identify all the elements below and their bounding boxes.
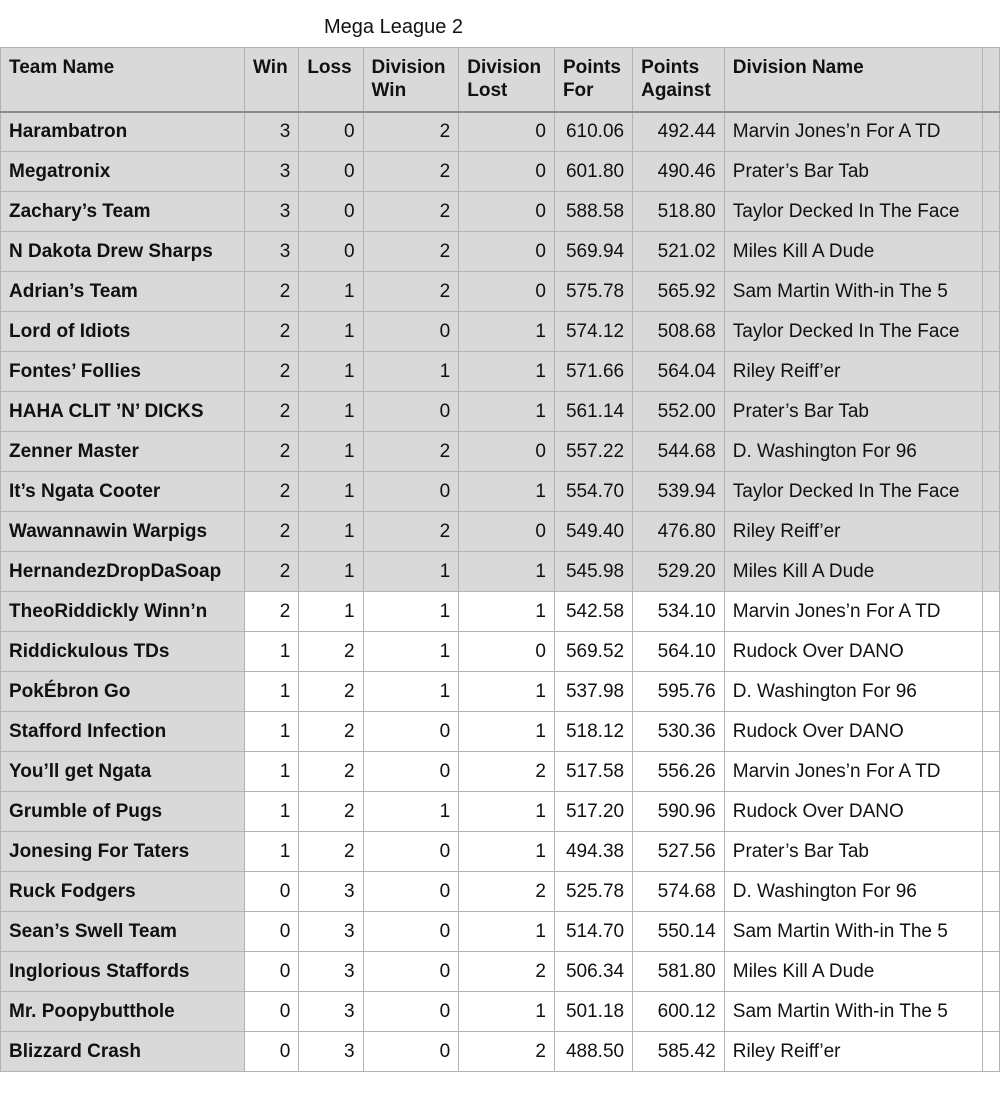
division-win-cell[interactable]: 2: [363, 152, 459, 192]
division-name-cell[interactable]: Marvin Jones’n For A TD: [724, 752, 982, 792]
overflow-cell: [982, 792, 999, 832]
division-name-cell[interactable]: Riley Reiff’er: [724, 1032, 982, 1072]
division-lost-cell[interactable]: 0: [459, 632, 555, 672]
team-name-cell[interactable]: PokÉbron Go: [1, 672, 245, 712]
points-against-cell[interactable]: 534.10: [633, 592, 725, 632]
points-for-cell[interactable]: 588.58: [554, 192, 632, 232]
division-lost-cell[interactable]: 0: [459, 192, 555, 232]
division-win-cell[interactable]: 2: [363, 192, 459, 232]
table-row: [1, 632, 1000, 672]
points-against-cell[interactable]: 550.14: [633, 912, 725, 952]
points-for-cell[interactable]: 574.12: [554, 312, 632, 352]
team-name-cell[interactable]: Harambatron: [1, 112, 245, 152]
table-row: [1, 112, 1000, 152]
division-lost-cell[interactable]: 1: [459, 832, 555, 872]
overflow-cell: [982, 512, 999, 552]
column-header-points-against[interactable]: Points Against: [633, 48, 725, 112]
division-name-cell[interactable]: D. Washington For 96: [724, 672, 982, 712]
division-name-cell[interactable]: Riley Reiff’er: [724, 352, 982, 392]
division-win-cell[interactable]: 1: [363, 552, 459, 592]
table-row: [1, 552, 1000, 592]
team-name-cell[interactable]: HAHA CLIT ’N’ DICKS: [1, 392, 245, 432]
win-cell[interactable]: 1: [245, 752, 299, 792]
win-cell[interactable]: 3: [245, 232, 299, 272]
division-win-cell[interactable]: 1: [363, 632, 459, 672]
win-cell[interactable]: 0: [245, 992, 299, 1032]
division-lost-cell[interactable]: 2: [459, 1032, 555, 1072]
points-for-cell[interactable]: 494.38: [554, 832, 632, 872]
loss-cell[interactable]: 0: [299, 192, 363, 232]
division-win-cell[interactable]: 0: [363, 912, 459, 952]
division-lost-cell[interactable]: 0: [459, 232, 555, 272]
table-row: [1, 472, 1000, 512]
division-win-cell[interactable]: 0: [363, 472, 459, 512]
division-win-cell[interactable]: 1: [363, 672, 459, 712]
points-for-cell[interactable]: 569.52: [554, 632, 632, 672]
points-for-cell[interactable]: 549.40: [554, 512, 632, 552]
team-name-cell[interactable]: HernandezDropDaSoap: [1, 552, 245, 592]
division-name-cell[interactable]: Rudock Over DANO: [724, 632, 982, 672]
team-name-cell[interactable]: TheoRiddickly Winn’n: [1, 592, 245, 632]
division-name-cell[interactable]: Miles Kill A Dude: [724, 232, 982, 272]
team-name-cell[interactable]: Lord of Idiots: [1, 312, 245, 352]
standings-table: [0, 47, 1000, 1072]
points-against-cell[interactable]: 585.42: [633, 1032, 725, 1072]
overflow-cell: [982, 392, 999, 432]
table-row: [1, 352, 1000, 392]
table-row: [1, 832, 1000, 872]
team-name-cell[interactable]: Sean’s Swell Team: [1, 912, 245, 952]
loss-cell[interactable]: 0: [299, 112, 363, 152]
points-for-cell[interactable]: 571.66: [554, 352, 632, 392]
overflow-cell: [982, 432, 999, 472]
table-row: [1, 392, 1000, 432]
table-row: [1, 152, 1000, 192]
division-lost-cell[interactable]: 1: [459, 352, 555, 392]
division-win-cell[interactable]: 0: [363, 1032, 459, 1072]
division-name-cell[interactable]: Sam Martin With-in The 5: [724, 912, 982, 952]
points-for-cell[interactable]: 569.94: [554, 232, 632, 272]
points-against-cell[interactable]: 476.80: [633, 512, 725, 552]
overflow-cell: [982, 152, 999, 192]
loss-cell[interactable]: 1: [299, 472, 363, 512]
points-against-cell[interactable]: 564.04: [633, 352, 725, 392]
points-for-cell[interactable]: 514.70: [554, 912, 632, 952]
overflow-cell: [982, 872, 999, 912]
division-lost-cell[interactable]: 2: [459, 952, 555, 992]
division-lost-cell[interactable]: 0: [459, 272, 555, 312]
header-row: [1, 48, 1000, 112]
loss-cell[interactable]: 2: [299, 792, 363, 832]
division-win-cell[interactable]: 0: [363, 832, 459, 872]
win-cell[interactable]: 0: [245, 952, 299, 992]
team-name-cell[interactable]: Jonesing For Taters: [1, 832, 245, 872]
win-cell[interactable]: 2: [245, 312, 299, 352]
table-row: [1, 792, 1000, 832]
division-name-cell[interactable]: Taylor Decked In The Face: [724, 312, 982, 352]
win-cell[interactable]: 2: [245, 272, 299, 312]
points-against-cell[interactable]: 564.10: [633, 632, 725, 672]
team-name-cell[interactable]: Zachary’s Team: [1, 192, 245, 232]
overflow-cell: [982, 632, 999, 672]
points-for-cell[interactable]: 561.14: [554, 392, 632, 432]
points-against-cell[interactable]: 595.76: [633, 672, 725, 712]
team-name-cell[interactable]: Wawannawin Warpigs: [1, 512, 245, 552]
team-name-cell[interactable]: You’ll get Ngata: [1, 752, 245, 792]
loss-cell[interactable]: 3: [299, 912, 363, 952]
division-lost-cell[interactable]: 1: [459, 392, 555, 432]
overflow-cell: [982, 272, 999, 312]
division-lost-cell[interactable]: 1: [459, 912, 555, 952]
loss-cell[interactable]: 3: [299, 992, 363, 1032]
loss-cell[interactable]: 1: [299, 592, 363, 632]
division-win-cell[interactable]: 0: [363, 712, 459, 752]
division-name-cell[interactable]: D. Washington For 96: [724, 872, 982, 912]
win-cell[interactable]: 3: [245, 112, 299, 152]
overflow-cell: [982, 712, 999, 752]
points-for-cell[interactable]: 506.34: [554, 952, 632, 992]
overflow-cell: [982, 552, 999, 592]
division-win-cell[interactable]: 2: [363, 432, 459, 472]
division-name-cell[interactable]: Marvin Jones’n For A TD: [724, 592, 982, 632]
points-for-cell[interactable]: 501.18: [554, 992, 632, 1032]
loss-cell[interactable]: 1: [299, 352, 363, 392]
column-header-division-name[interactable]: Division Name: [724, 48, 982, 112]
overflow-cell: [982, 952, 999, 992]
loss-cell[interactable]: 2: [299, 712, 363, 752]
division-name-cell[interactable]: Taylor Decked In The Face: [724, 472, 982, 512]
points-against-cell[interactable]: 539.94: [633, 472, 725, 512]
win-cell[interactable]: 1: [245, 632, 299, 672]
win-cell[interactable]: 2: [245, 512, 299, 552]
overflow-cell: [982, 312, 999, 352]
division-lost-cell[interactable]: 0: [459, 112, 555, 152]
points-for-cell[interactable]: 554.70: [554, 472, 632, 512]
division-name-cell[interactable]: Prater’s Bar Tab: [724, 392, 982, 432]
table-row: [1, 712, 1000, 752]
division-lost-cell[interactable]: 2: [459, 872, 555, 912]
division-win-cell[interactable]: 2: [363, 112, 459, 152]
team-name-cell[interactable]: Grumble of Pugs: [1, 792, 245, 832]
team-name-cell[interactable]: Riddickulous TDs: [1, 632, 245, 672]
table-row: [1, 752, 1000, 792]
column-header-overflow: [982, 48, 999, 112]
overflow-cell: [982, 472, 999, 512]
team-name-cell[interactable]: Fontes’ Follies: [1, 352, 245, 392]
points-against-cell[interactable]: 529.20: [633, 552, 725, 592]
division-win-cell[interactable]: 0: [363, 312, 459, 352]
division-name-cell[interactable]: Sam Martin With-in The 5: [724, 272, 982, 312]
division-lost-cell[interactable]: 1: [459, 472, 555, 512]
points-for-cell[interactable]: 610.06: [554, 112, 632, 152]
points-against-cell[interactable]: 527.56: [633, 832, 725, 872]
loss-cell[interactable]: 0: [299, 232, 363, 272]
loss-cell[interactable]: 3: [299, 1032, 363, 1072]
table-row: [1, 512, 1000, 552]
overflow-cell: [982, 752, 999, 792]
points-against-cell[interactable]: 600.12: [633, 992, 725, 1032]
win-cell[interactable]: 2: [245, 552, 299, 592]
loss-cell[interactable]: 3: [299, 952, 363, 992]
table-row: [1, 872, 1000, 912]
division-name-cell[interactable]: Marvin Jones’n For A TD: [724, 112, 982, 152]
division-name-cell[interactable]: Riley Reiff’er: [724, 512, 982, 552]
win-cell[interactable]: 3: [245, 192, 299, 232]
loss-cell[interactable]: 2: [299, 632, 363, 672]
points-against-cell[interactable]: 556.26: [633, 752, 725, 792]
loss-cell[interactable]: 1: [299, 552, 363, 592]
points-for-cell[interactable]: 525.78: [554, 872, 632, 912]
points-against-cell[interactable]: 544.68: [633, 432, 725, 472]
overflow-cell: [982, 832, 999, 872]
overflow-cell: [982, 672, 999, 712]
division-lost-cell[interactable]: 0: [459, 512, 555, 552]
division-win-cell[interactable]: 0: [363, 872, 459, 912]
division-win-cell[interactable]: 0: [363, 392, 459, 432]
points-for-cell[interactable]: 518.12: [554, 712, 632, 752]
loss-cell[interactable]: 2: [299, 752, 363, 792]
division-win-cell[interactable]: 2: [363, 232, 459, 272]
win-cell[interactable]: 3: [245, 152, 299, 192]
loss-cell[interactable]: 1: [299, 432, 363, 472]
points-for-cell[interactable]: 557.22: [554, 432, 632, 472]
division-lost-cell[interactable]: 1: [459, 592, 555, 632]
win-cell[interactable]: 2: [245, 352, 299, 392]
team-name-cell[interactable]: Zenner Master: [1, 432, 245, 472]
points-for-cell[interactable]: 545.98: [554, 552, 632, 592]
division-lost-cell[interactable]: 1: [459, 712, 555, 752]
win-cell[interactable]: 1: [245, 792, 299, 832]
win-cell[interactable]: 2: [245, 472, 299, 512]
division-lost-cell[interactable]: 0: [459, 152, 555, 192]
team-name-cell[interactable]: Megatronix: [1, 152, 245, 192]
division-lost-cell[interactable]: 1: [459, 992, 555, 1032]
division-name-cell[interactable]: Miles Kill A Dude: [724, 552, 982, 592]
division-name-cell[interactable]: Miles Kill A Dude: [724, 952, 982, 992]
points-against-cell[interactable]: 518.80: [633, 192, 725, 232]
points-for-cell[interactable]: 601.80: [554, 152, 632, 192]
table-row: [1, 672, 1000, 712]
overflow-cell: [982, 352, 999, 392]
column-header-team[interactable]: Team Name: [1, 48, 245, 112]
division-lost-cell[interactable]: 1: [459, 672, 555, 712]
team-name-cell[interactable]: Stafford Infection: [1, 712, 245, 752]
division-name-cell[interactable]: D. Washington For 96: [724, 432, 982, 472]
table-row: [1, 1032, 1000, 1072]
table-row: [1, 272, 1000, 312]
division-win-cell[interactable]: 1: [363, 352, 459, 392]
division-name-cell[interactable]: Sam Martin With-in The 5: [724, 992, 982, 1032]
division-win-cell[interactable]: 2: [363, 272, 459, 312]
overflow-cell: [982, 232, 999, 272]
overflow-cell: [982, 192, 999, 232]
division-lost-cell[interactable]: 1: [459, 552, 555, 592]
win-cell[interactable]: 0: [245, 872, 299, 912]
points-for-cell[interactable]: 517.20: [554, 792, 632, 832]
division-name-cell[interactable]: Prater’s Bar Tab: [724, 152, 982, 192]
points-against-cell[interactable]: 552.00: [633, 392, 725, 432]
column-header-division-win[interactable]: Division Win: [363, 48, 459, 112]
points-for-cell[interactable]: 575.78: [554, 272, 632, 312]
points-against-cell[interactable]: 508.68: [633, 312, 725, 352]
points-for-cell[interactable]: 488.50: [554, 1032, 632, 1072]
win-cell[interactable]: 2: [245, 392, 299, 432]
loss-cell[interactable]: 1: [299, 312, 363, 352]
column-header-loss[interactable]: Loss: [299, 48, 363, 112]
table-row: [1, 992, 1000, 1032]
points-against-cell[interactable]: 492.44: [633, 112, 725, 152]
points-for-cell[interactable]: 517.58: [554, 752, 632, 792]
team-name-cell[interactable]: Blizzard Crash: [1, 1032, 245, 1072]
overflow-cell: [982, 592, 999, 632]
table-row: [1, 432, 1000, 472]
team-name-cell[interactable]: Mr. Poopybutthole: [1, 992, 245, 1032]
points-for-cell[interactable]: 542.58: [554, 592, 632, 632]
column-header-division-lost[interactable]: Division Lost: [459, 48, 555, 112]
loss-cell[interactable]: 1: [299, 512, 363, 552]
loss-cell[interactable]: 2: [299, 672, 363, 712]
points-against-cell[interactable]: 574.68: [633, 872, 725, 912]
overflow-cell: [982, 992, 999, 1032]
table-row: [1, 232, 1000, 272]
points-against-cell[interactable]: 581.80: [633, 952, 725, 992]
points-against-cell[interactable]: 565.92: [633, 272, 725, 312]
division-lost-cell[interactable]: 0: [459, 432, 555, 472]
points-for-cell[interactable]: 537.98: [554, 672, 632, 712]
points-against-cell[interactable]: 590.96: [633, 792, 725, 832]
win-cell[interactable]: 1: [245, 672, 299, 712]
division-win-cell[interactable]: 1: [363, 792, 459, 832]
loss-cell[interactable]: 3: [299, 872, 363, 912]
division-name-cell[interactable]: Taylor Decked In The Face: [724, 192, 982, 232]
division-name-cell[interactable]: Prater’s Bar Tab: [724, 832, 982, 872]
win-cell[interactable]: 1: [245, 712, 299, 752]
loss-cell[interactable]: 1: [299, 392, 363, 432]
division-lost-cell[interactable]: 1: [459, 312, 555, 352]
division-win-cell[interactable]: 0: [363, 992, 459, 1032]
win-cell[interactable]: 1: [245, 832, 299, 872]
team-name-cell[interactable]: Adrian’s Team: [1, 272, 245, 312]
table-row: [1, 192, 1000, 232]
loss-cell[interactable]: 0: [299, 152, 363, 192]
team-name-cell[interactable]: Inglorious Staffords: [1, 952, 245, 992]
win-cell[interactable]: 2: [245, 432, 299, 472]
team-name-cell[interactable]: It’s Ngata Cooter: [1, 472, 245, 512]
win-cell[interactable]: 0: [245, 1032, 299, 1072]
points-against-cell[interactable]: 490.46: [633, 152, 725, 192]
points-against-cell[interactable]: 521.02: [633, 232, 725, 272]
win-cell[interactable]: 0: [245, 912, 299, 952]
division-lost-cell[interactable]: 2: [459, 752, 555, 792]
division-win-cell[interactable]: 2: [363, 512, 459, 552]
table-row: [1, 912, 1000, 952]
team-name-cell[interactable]: N Dakota Drew Sharps: [1, 232, 245, 272]
points-against-cell[interactable]: 530.36: [633, 712, 725, 752]
division-lost-cell[interactable]: 1: [459, 792, 555, 832]
overflow-cell: [982, 112, 999, 152]
sheet-title: Mega League 2: [324, 16, 464, 38]
loss-cell[interactable]: 1: [299, 272, 363, 312]
loss-cell[interactable]: 2: [299, 832, 363, 872]
table-row: [1, 592, 1000, 632]
division-name-cell[interactable]: Rudock Over DANO: [724, 712, 982, 752]
division-win-cell[interactable]: 0: [363, 952, 459, 992]
column-header-win[interactable]: Win: [245, 48, 299, 112]
team-name-cell[interactable]: Ruck Fodgers: [1, 872, 245, 912]
overflow-cell: [982, 1032, 999, 1072]
table-row: [1, 952, 1000, 992]
division-win-cell[interactable]: 1: [363, 592, 459, 632]
table-row: [1, 312, 1000, 352]
division-win-cell[interactable]: 0: [363, 752, 459, 792]
overflow-cell: [982, 912, 999, 952]
win-cell[interactable]: 2: [245, 592, 299, 632]
column-header-points-for[interactable]: Points For: [554, 48, 632, 112]
division-name-cell[interactable]: Rudock Over DANO: [724, 792, 982, 832]
